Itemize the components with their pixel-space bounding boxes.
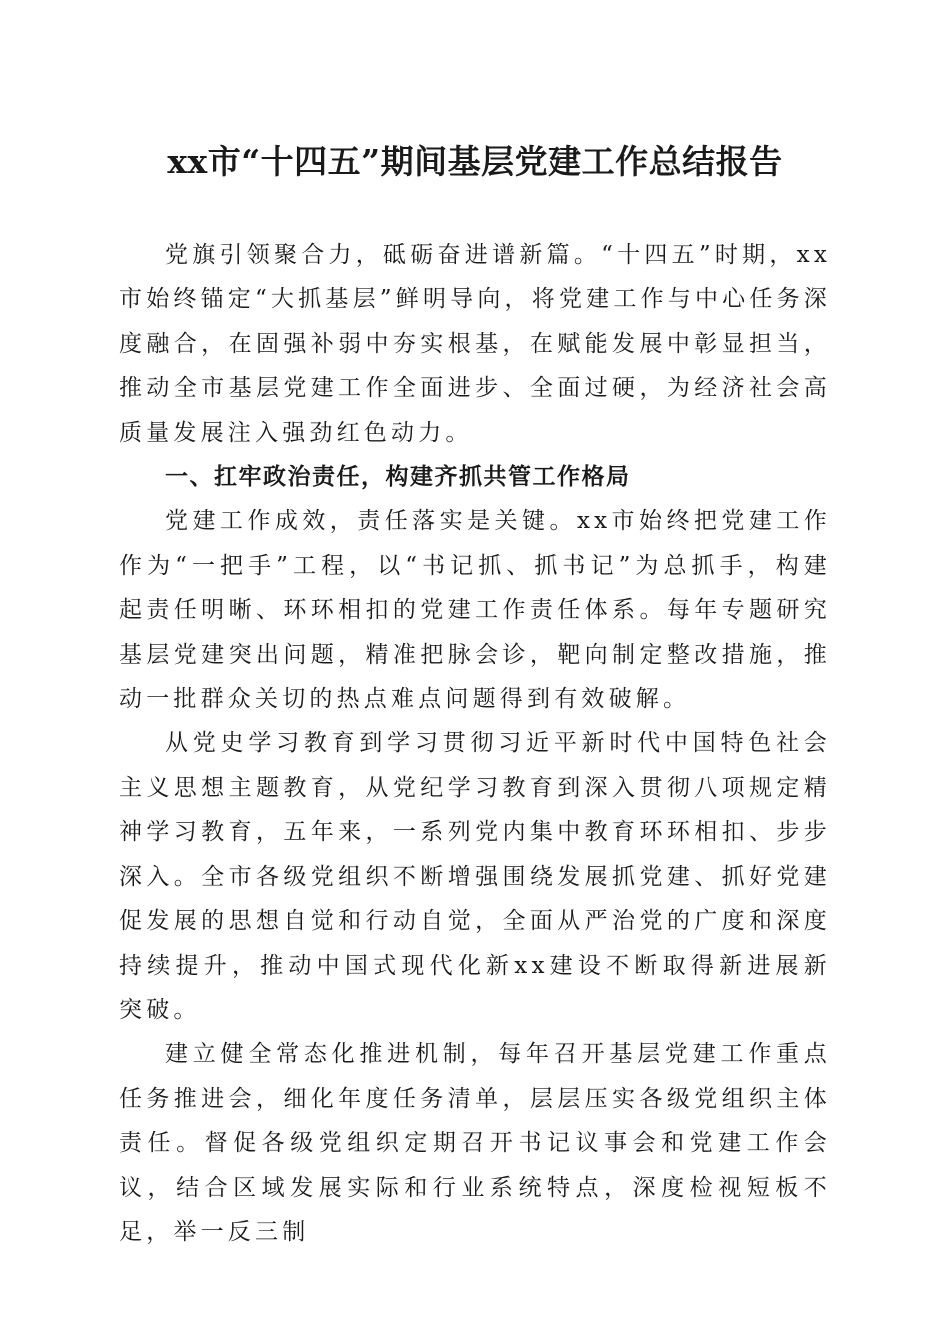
paragraph-mechanism: 建立健全常态化推进机制，每年召开基层党建工作重点任务推进会，细化年度任务清单，层层压实各级党组织主体责任。督促各级党组织定期召开书记议事会和党建工作会议，结合区域发展实际和行业系统特点，深度检视短板不足，举一反三制: [119, 1041, 831, 1245]
section-heading-1: 一、扛牢政治责任，构建齐抓共管工作格局: [165, 464, 631, 491]
document-body: [119, 233, 831, 1254]
paragraph-intro: 党旗引领聚合力，砥砺奋进谱新篇。“十四五”时期，xx市始终锚定“大抓基层”鲜明导向，将党建工作与中心任务深度融合，在固强补弱中夯实根基，在赋能发展中彰显担当，推动全市基层党建工作全面进步、全面过硬，为经济社会高质量发展注入强劲红色动力。: [119, 242, 831, 446]
document-title: xx市“十四五”期间基层党建工作总结报告: [167, 142, 783, 181]
paragraph-education: 从党史学习教育到学习贯彻习近平新时代中国特色社会主义思想主题教育，从党纪学习教育到深入贯彻八项规定精神学习教育，五年来，一系列党内集中教育环环相扣、步步深入。全市各级党组织不断增强围绕发展抓党建、抓好党建促发展的思想自觉和行动自觉，全面从严治党的广度和深度持续提升，推动中国式现代化新xx建设不断取得新进展新突破。: [119, 730, 831, 1023]
paragraph-responsibility: 党建工作成效，责任落实是关键。xx市始终把党建工作作为“一把手”工程，以“书记抓、抓书记”为总抓手，构建起责任明晰、环环相扣的党建工作责任体系。每年专题研究基层党建突出问题，精准把脉会诊，靶向制定整改措施，推动一批群众关切的热点难点问题得到有效破解。: [119, 508, 831, 713]
